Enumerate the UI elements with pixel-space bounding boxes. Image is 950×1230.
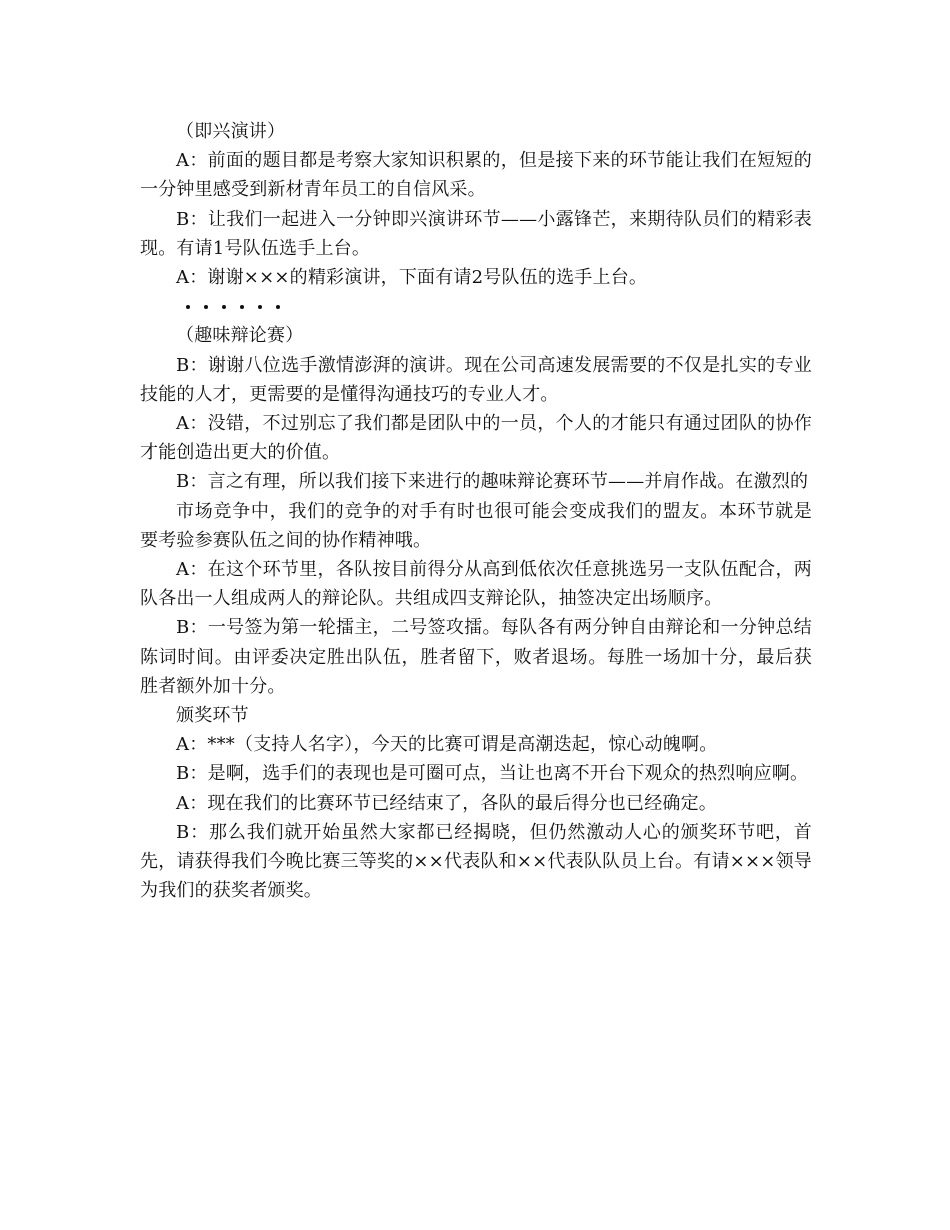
dialogue-paragraph: A：在这个环节里，各队按目前得分从高到低依次任意挑选另一支队伍配合，两队各出一人组成两人的辩论队。共组成四支辩论队，抽签决定出场顺序。 xyxy=(140,559,812,610)
dot-icon xyxy=(186,305,190,309)
dot-icon xyxy=(258,305,262,309)
dialogue-paragraph: B：谢谢八位选手激情澎湃的演讲。现在公司高速发展需要的不仅是扎实的专业技能的人才，更需要的是懂得沟通技巧的专业人才。 xyxy=(140,354,812,405)
dot-icon xyxy=(204,305,208,309)
dialogue-paragraph: B：那么我们就开始虽然大家都已经揭晓，但仍然激动人心的颁奖环节吧，首先，请获得我们今晚比赛三等奖的××代表队和××代表队队员上台。有请×××领导为我们的获奖者颁奖。 xyxy=(140,821,812,902)
dialogue-paragraph: A：***（支持人名字），今天的比赛可谓是高潮迭起，惊心动魄啊。 xyxy=(176,734,718,756)
dialogue-paragraph: A：前面的题目都是考察大家知识积累的，但是接下来的环节能让我们在短短的一分钟里感受到新材青年员工的自信风采。 xyxy=(140,150,812,201)
document-body xyxy=(140,117,812,905)
dialogue-paragraph: A：没错，不过别忘了我们都是团队中的一员，个人的才能只有通过团队的协作才能创造出更大的价值。 xyxy=(140,413,812,464)
dialogue-paragraph: B：让我们一起进入一分钟即兴演讲环节——小露锋芒，来期待队员们的精彩表现。有请1号队伍选手上台。 xyxy=(140,208,812,259)
section-heading-awards: 颁奖环节 xyxy=(176,705,249,727)
dialogue-paragraph: B：是啊，选手们的表现也是可圈可点，当让也离不开台下观众的热烈响应啊。 xyxy=(176,763,809,785)
section-heading-impromptu: （即兴演讲） xyxy=(176,121,286,142)
dialogue-paragraph: A：谢谢×××的精彩演讲，下面有请2号队伍的选手上台。 xyxy=(176,267,648,289)
dot-icon xyxy=(240,305,244,309)
dialogue-paragraph: B：言之有理，所以我们接下来进行的趣味辩论赛环节——并肩作战。在激烈的 xyxy=(176,471,809,493)
dot-icon xyxy=(276,305,280,309)
dialogue-paragraph: A：现在我们的比赛环节已经结束了，各队的最后得分也已经确定。 xyxy=(176,792,717,814)
dialogue-paragraph: 市场竞争中，我们的竞争的对手有时也很可能会变成我们的盟友。本环节就是要考验参赛队伍之间的协作精神哦。 xyxy=(140,500,812,551)
dot-icon xyxy=(222,305,226,309)
ellipsis-dots xyxy=(140,292,812,321)
section-heading-debate: （趣味辩论赛） xyxy=(176,325,304,347)
dialogue-paragraph: B：一号签为第一轮擂主，二号签攻擂。每队各有两分钟自由辩论和一分钟总结陈词时间。由评委决定胜出队伍，胜者留下，败者退场。每胜一场加十分，最后获胜者额外加十分。 xyxy=(140,617,812,697)
